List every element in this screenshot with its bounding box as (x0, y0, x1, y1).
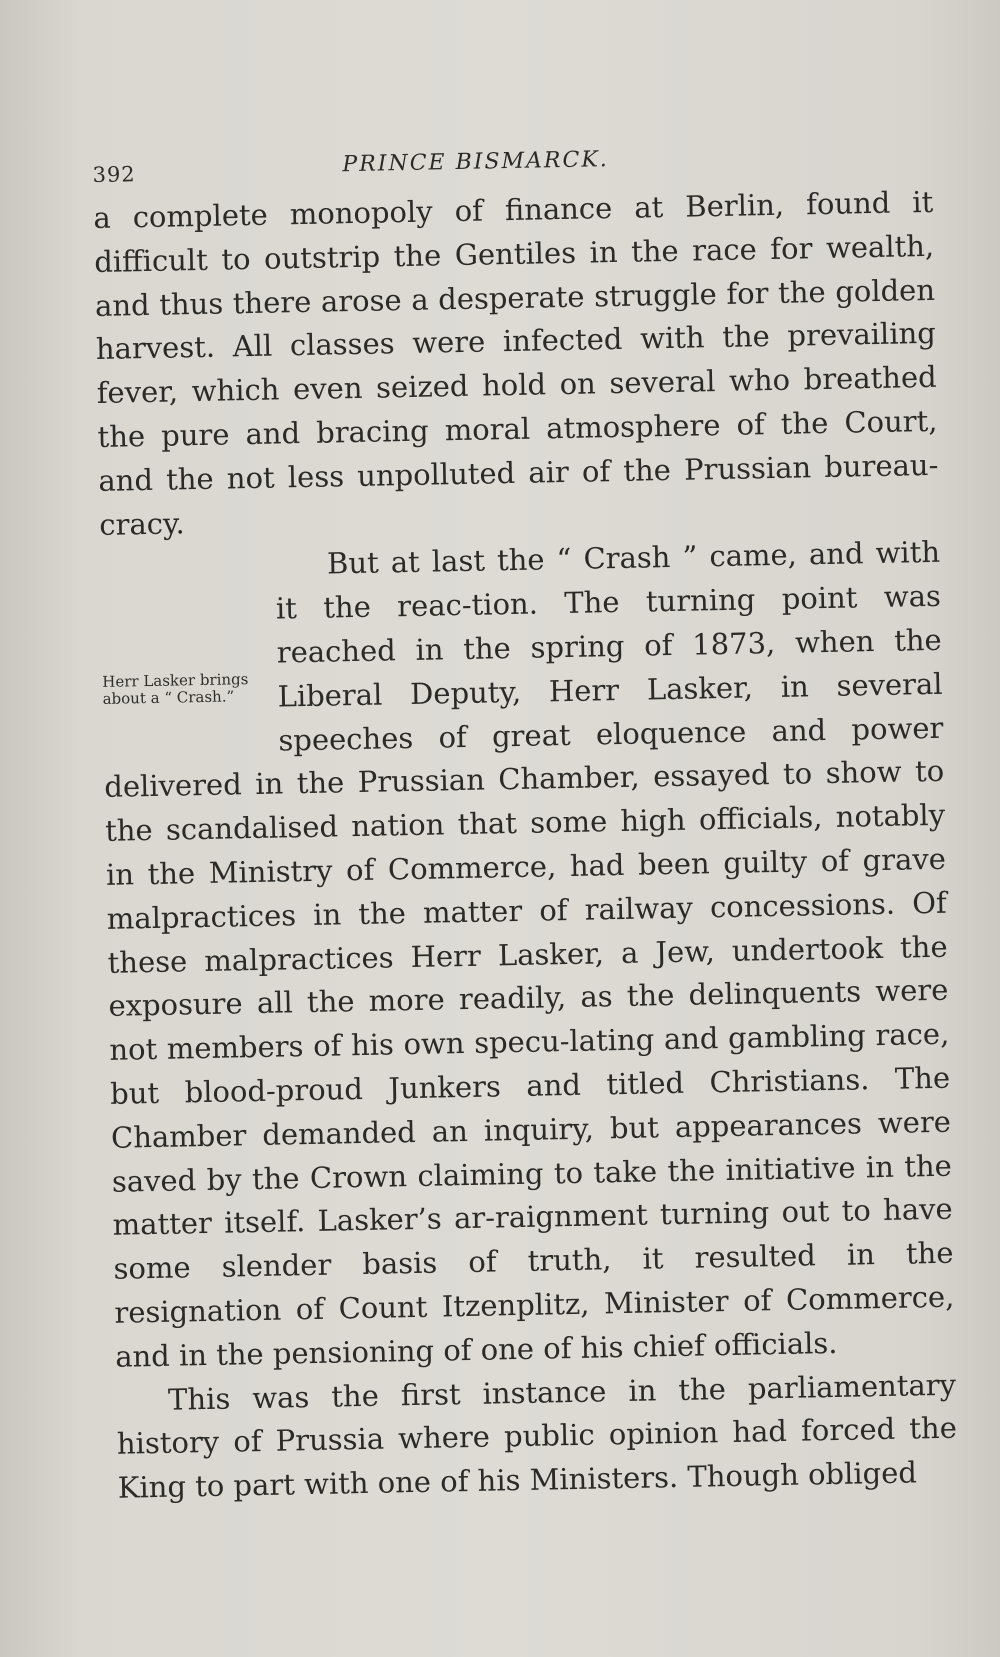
paragraph-3: This was the first instance in the parliamentary history of Prussia where public opinion had forced the King to part with one of his Ministers. Though obliged (116, 1367, 958, 1505)
margin-note: Herr Lasker brings about a “ Crash.” (102, 670, 249, 709)
page-number: 392 (92, 162, 136, 187)
running-title: PRINCE BISMARCK. (342, 147, 609, 178)
paragraph-2: But at last the “ Crash ” came, and with it the reac-tion. The turning point was reached in the spring of 1873, when the Liberal Deputy, Herr Lasker, in several speeches of great eloquence and power delivered in the Prussian Chamber, essayed to show to the scandalised nation that some high officials, notably in the Ministry of Commerce, had been guilty of grave malpractices in the matter of railway concessions. Of these malpractices Herr Lasker, a Jew, undertook the exposure all the more readily, as the delinquents were not members of his own specu-lating and gambling race, but blood-proud Junkers and titled Christians. The Chamber demanded an inquiry, but appearances were saved by the Crown claiming to take the initiative in the matter itself. Lasker’s ar-raignment turning out to have some slender basis of truth, it resulted in the resignation of Count Itzenplitz, Minister of Commerce, and in the pensioning of one of his chief officials. (104, 535, 955, 1374)
margin-note-area (101, 631, 278, 765)
paragraph-2-wrapper (100, 531, 956, 1379)
text-block (92, 129, 960, 1635)
paragraph-1: a complete monopoly of finance at Berlin, found it difficult to outstrip the Gentiles in the race for wealth, and thus there arose a desperate struggle for the golden harvest. All classes were infected with the prevailing fever, which even seized hold on several who breathed the pure and bracing moral atmosphere of the Court, and the not less unpolluted air of the Prussian bureau-cracy. (93, 184, 939, 542)
